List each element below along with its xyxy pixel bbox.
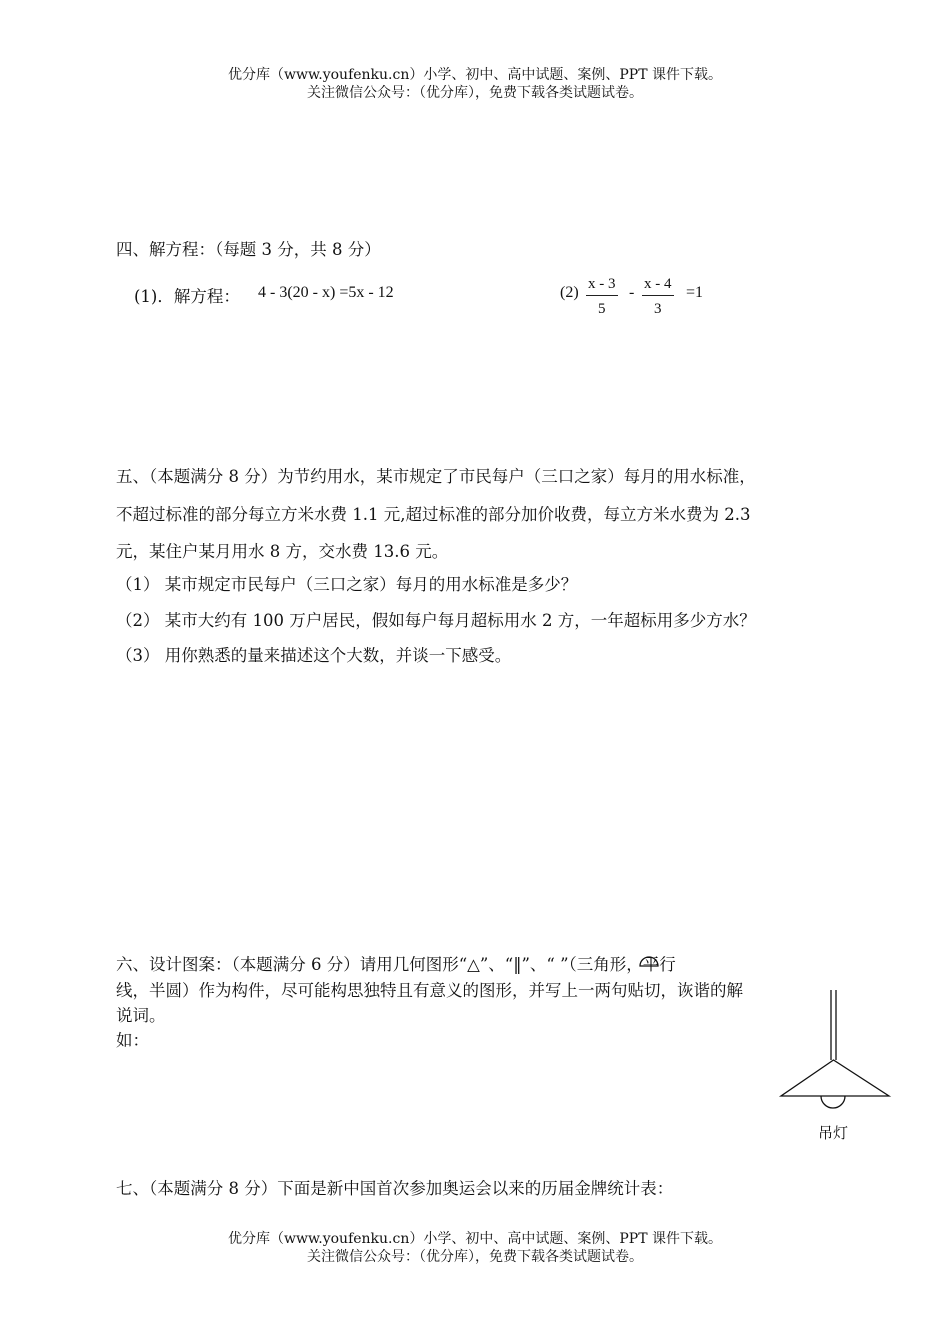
page-header-line1: 优分库（www.youfenku.cn）小学、初中、高中试题、案例、PPT 课件下载。 bbox=[227, 67, 722, 83]
section5-q1: （1） 某市规定市民每户（三口之家）每月的用水标准是多少？ bbox=[116, 575, 578, 594]
section6-line2: 线，半圆）作为构件，尽可能构思独特且有意义的图形，并写上一两句贴切，诙谐的解 bbox=[116, 981, 743, 1000]
section6-line3: 说词。 bbox=[116, 1006, 166, 1025]
section4-q2-fraction2 bbox=[642, 275, 674, 318]
section4-q2-label: (2) bbox=[560, 284, 579, 301]
section6-line1: 六、设计图案：（本题满分 6 分）请用几何图形“△”、“‖”、“ ”（三角形，平行 bbox=[116, 955, 676, 974]
section5-line1: 五、（本题满分 8 分）为节约用水，某市规定了市民每户（三口之家）每月的用水标准， bbox=[116, 467, 756, 486]
fraction2-numerator: x - 4 bbox=[642, 275, 674, 296]
page-footer-line1: 优分库（www.youfenku.cn）小学、初中、高中试题、案例、PPT 课件下载。 bbox=[227, 1231, 722, 1247]
section4-q2-minus: - bbox=[629, 284, 635, 301]
section5-line2: 不超过标准的部分每立方米水费 1.1 元,超过标准的部分加价收费，每立方米水费为 2.3 bbox=[116, 505, 751, 524]
lamp-caption: 吊灯 bbox=[818, 1124, 849, 1142]
section4-q1-label: (1)．解方程： bbox=[134, 287, 240, 306]
semicircle-icon bbox=[638, 955, 660, 969]
section5-q2: （2） 某市大约有 100 万户居民，假如每户每月超标用水 2 方，一年超标用多少方水？ bbox=[116, 611, 756, 630]
page-header-line2: 关注微信公众号：（优分库），免费下载各类试题试卷。 bbox=[307, 85, 643, 101]
section4-q2-rhs: =1 bbox=[686, 284, 704, 301]
page-footer-line2: 关注微信公众号：（优分库），免费下载各类试题试卷。 bbox=[307, 1249, 643, 1265]
fraction1-numerator: x - 3 bbox=[586, 275, 618, 296]
section7-line1: 七、（本题满分 8 分）下面是新中国首次参加奥运会以来的历届金牌统计表： bbox=[116, 1179, 674, 1198]
fraction2-denominator: 3 bbox=[654, 301, 662, 317]
section4-title: 四、解方程：（每题 3 分，共 8 分） bbox=[116, 240, 381, 259]
section4-q2-fraction1 bbox=[586, 275, 618, 318]
pendant-lamp-icon bbox=[778, 990, 898, 1100]
section4-q1-equation: 4 - 3(20 - x) =5x - 12 bbox=[258, 284, 394, 301]
section5-q3: （3） 用你熟悉的量来描述这个大数，并谈一下感受。 bbox=[116, 646, 512, 665]
fraction1-denominator: 5 bbox=[598, 301, 606, 317]
section6-example-label: 如： bbox=[116, 1031, 149, 1050]
section5-line3: 元，某住户某月用水 8 方，交水费 13.6 元。 bbox=[116, 542, 449, 561]
